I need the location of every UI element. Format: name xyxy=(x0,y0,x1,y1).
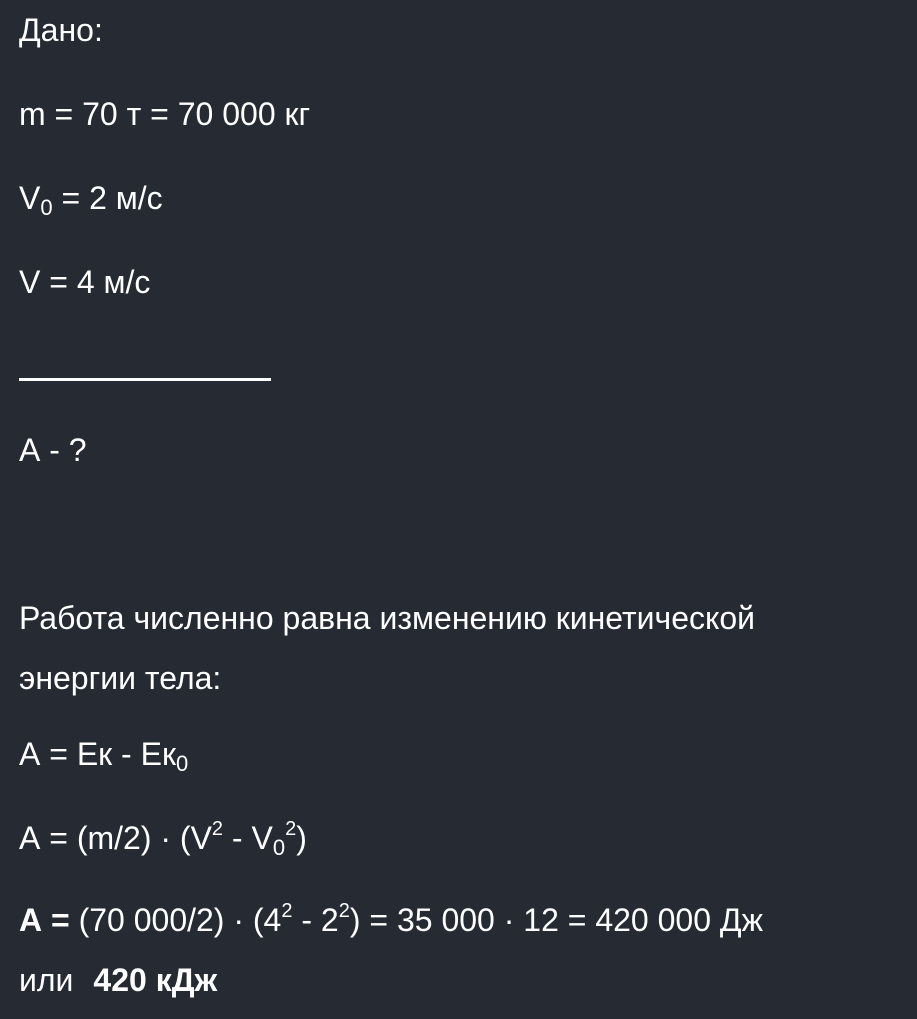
v0-symbol: V xyxy=(19,180,41,216)
formula-3-bold: А = xyxy=(19,902,79,938)
formula-2-part-c: ) xyxy=(296,820,307,856)
or-word: или xyxy=(19,962,74,998)
given-heading: Дано: xyxy=(19,12,103,48)
formula-2-sup-2: 2 xyxy=(285,818,297,840)
divider-line xyxy=(19,378,271,381)
given-mass: m = 70 т = 70 000 кг xyxy=(19,96,311,132)
formula-kinetic xyxy=(19,818,307,860)
v0-value: = 2 м/с xyxy=(52,180,163,216)
v0-subscript: 0 xyxy=(40,195,53,220)
formula-2-subscript: 0 xyxy=(272,835,286,860)
explanation-line-1: Работа численно равна изменению кинетической xyxy=(19,600,756,636)
formula-calculation xyxy=(19,900,763,938)
formula-3-part-a: (70 000/2) · (4 xyxy=(78,902,282,938)
formula-3-part-b: - 2 xyxy=(292,902,339,938)
formula-work-energy xyxy=(19,736,189,776)
given-initial-velocity xyxy=(19,180,163,220)
formula-3-part-c: ) = 35 000 · 12 = 420 000 Дж xyxy=(349,902,763,938)
formula-3-sup-1: 2 xyxy=(281,900,293,922)
formula-1-main: А = Eк - Eк xyxy=(19,736,176,772)
formula-3-sup-2: 2 xyxy=(338,900,350,922)
formula-2-sup-1: 2 xyxy=(211,818,224,840)
answer-line xyxy=(19,964,217,996)
formula-2-part-b: - V xyxy=(223,820,273,856)
formula-1-subscript: 0 xyxy=(175,751,189,776)
final-answer: 420 кДж xyxy=(93,962,218,998)
given-final-velocity: V = 4 м/с xyxy=(19,264,151,300)
find-unknown: А - ? xyxy=(19,432,87,468)
explanation-line-2: энергии тела: xyxy=(19,660,222,696)
formula-2-part-a: А = (m/2) · (V xyxy=(19,820,212,856)
